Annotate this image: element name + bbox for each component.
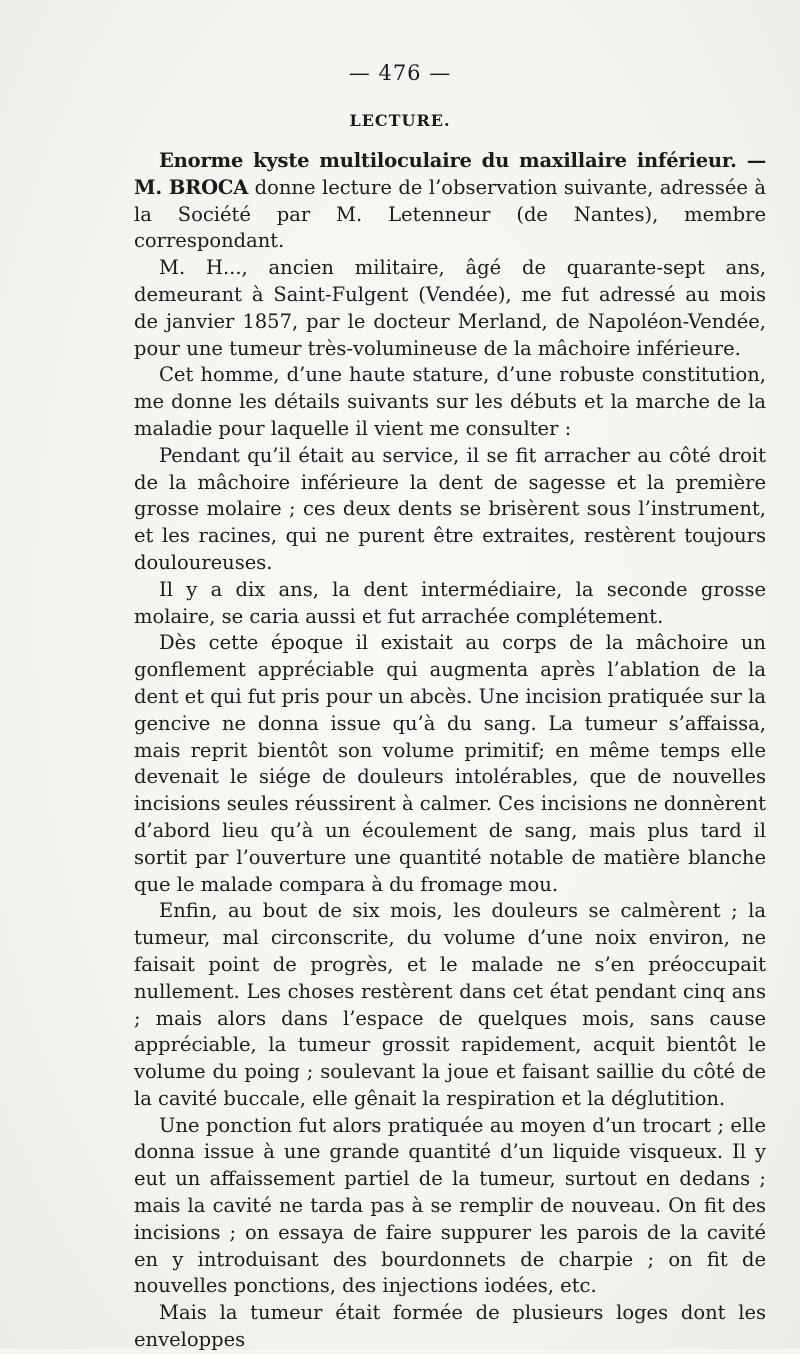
- paragraph: M. H..., ancien militaire, âgé de quarante-sept ans, demeurant à Saint-Fulgent (Vendée), me fut adressé au mois de janvier 1857, par le docteur Merland, de Napoléon-Vendée, pour une tumeur très-volumineuse de la mâchoire inférieure.: [134, 256, 766, 360]
- paragraph: Il y a dix ans, la dent intermédiaire, la seconde grosse molaire, se caria aussi et fut arrachée complétement.: [134, 577, 766, 628]
- article-title: Enorme kyste multiloculaire du maxillaire inférieur. — M. BROCA: [134, 149, 766, 199]
- paragraph: [134, 148, 766, 255]
- paragraph: Dès cette époque il existait au corps de la mâchoire un gonflement appréciable qui augmenta après l’ablation de la dent et qui fut pris pour un abcès. Une incision pratiquée sur la gencive ne donna issue qu’à du sang. La tumeur s’affaissa, mais reprit bientôt son volume primitif; en même temps elle devenait le siége de douleurs intolérables, que de nouvelles incisions seules réussirent à calmer. Ces incisions ne donnèrent d’abord lieu qu’à un écoulement de sang, mais plus tard il sortit par l’ouverture une quantité notable de matière blanche que le malade compara à du fromage mou.: [134, 631, 766, 896]
- section-title: LECTURE.: [349, 111, 451, 130]
- article-body: [134, 148, 766, 1354]
- paragraph-text: donne lecture de l’observation suivante, adressée à la Société par M. Letenneur (de Nantes), membre correspondant.: [134, 175, 767, 253]
- paragraph: Cet homme, d’une haute stature, d’une robuste constitution, me donne les détails suivants sur les débuts et la marche de la maladie pour laquelle il vient me consulter :: [134, 363, 766, 440]
- paragraph: Mais la tumeur était formée de plusieurs loges dont les enveloppes: [134, 1301, 766, 1352]
- paragraph: Enfin, au bout de six mois, les douleurs se calmèrent ; la tumeur, mal circonscrite, du volume d’une noix environ, ne faisait point de progrès, et le malade ne s’en préoccupait nullement. Les choses restèrent dans cet état pendant cinq ans ; mais alors dans l’espace de quelques mois, sans cause appréciable, la tumeur grossit rapidement, acquit bientôt le volume du poing ; soulevant la joue et faisant saillie du côté de la cavité buccale, elle gênait la respiration et la déglutition.: [134, 899, 766, 1110]
- page-number: — 476 —: [348, 61, 452, 85]
- paragraph: Pendant qu’il était au service, il se fit arracher au côté droit de la mâchoire inférieure la dent de sagesse et la première grosse molaire ; ces deux dents se brisèrent sous l’instrument, et les racines, qui ne purent être extraites, restèrent toujours douloureuses.: [134, 443, 766, 574]
- paragraph: Une ponction fut alors pratiquée au moyen d’un trocart ; elle donna issue à une grande quantité d’un liquide visqueux. Il y eut un affaissement partiel de la tumeur, surtout en dedans ; mais la cavité ne tarda pas à se remplir de nouveau. On fit des incisions ; on essaya de faire suppurer les parois de la cavité en y introduisant des bourdonnets de charpie ; on fit de nouvelles ponctions, des injections iodées, etc.: [134, 1113, 766, 1298]
